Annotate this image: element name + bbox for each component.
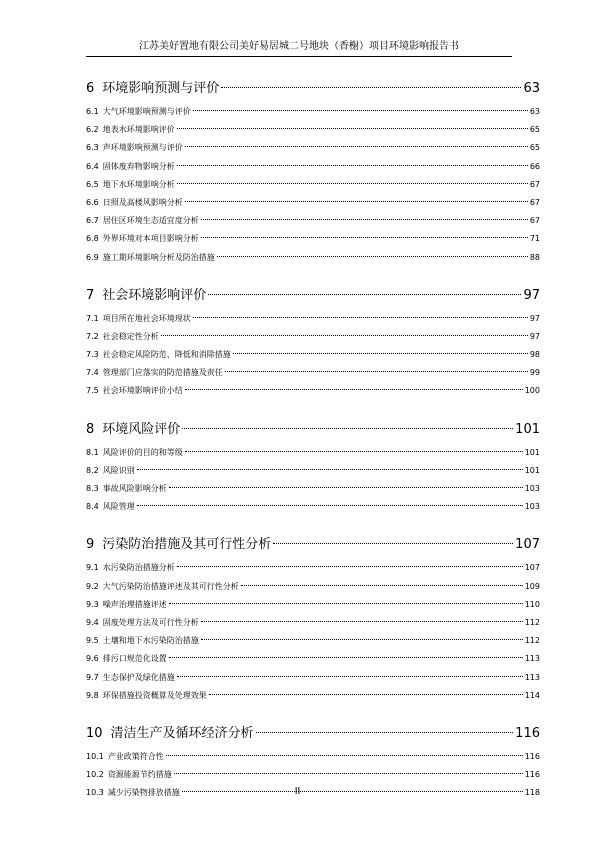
toc-section-entry-number: 7.1 [86,313,99,323]
toc-section-entry-number: 9.8 [86,690,99,700]
dot-leader [241,585,523,586]
toc-section-entry[interactable] [86,364,540,382]
dot-leader [221,87,521,88]
toc-section-entry-page: 116 [524,770,540,780]
toc-section-entry-title: 风险管理 [102,502,135,512]
toc-section-entry-number: 9.2 [86,581,99,591]
toc-chapter [86,78,540,267]
toc-section-entry-page: 114 [524,690,540,700]
toc-chapter-entry-title: 环境影响预测与评价 [102,81,220,96]
toc-section-entry-page: 113 [524,654,540,664]
toc-section-entry[interactable] [86,176,540,194]
toc-section-entry-title: 大气污染防治措施评述及其可行性分析 [102,581,239,591]
toc-section-entry-number: 6.9 [86,252,99,262]
dot-leader [174,773,523,774]
toc-chapter-entry-number: 7 [86,287,95,303]
toc-section-entry[interactable] [86,230,540,248]
page-number: II [294,786,301,797]
toc-section-entry-page: 113 [524,672,540,682]
toc-chapter-entry-page: 116 [515,725,540,741]
dot-leader [217,256,528,257]
toc-section-entry-title: 风险识别 [102,465,135,475]
toc-chapter-entry-page: 101 [515,421,540,437]
toc-section-entry-page: 65 [529,125,540,135]
toc-chapter-entry-title: 污染防治措施及其可行性分析 [102,537,272,553]
toc-section-entry-title: 社会稳定风险防范、降低和消除措施 [102,350,231,360]
toc-chapter-entry[interactable] [86,78,540,100]
toc-section-entry-number: 7.3 [86,350,99,360]
dot-leader [137,505,523,506]
dot-leader [201,621,523,622]
toc-chapter-entry-page: 97 [523,287,540,303]
toc-section-entry-page: 88 [529,252,540,262]
toc-section-entry-title: 施工期环境影响分析及防治措施 [102,252,215,262]
toc-section-entry-page: 103 [524,484,540,493]
toc-section-entry-number: 8.2 [86,465,99,475]
toc-section-entry[interactable] [86,249,540,267]
toc-section-entry-number: 9.1 [86,563,99,573]
toc-section-entry-number: 6.7 [86,216,99,226]
toc-chapter-entry-number: 8 [86,421,95,437]
toc-section-entry-title: 大气环境影响预测与评价 [102,107,191,116]
toc-section-entry[interactable] [86,578,540,596]
toc-chapter-entry[interactable] [86,285,540,307]
toc-chapter-entry-title: 清洁生产及循环经济分析 [110,725,254,741]
toc-chapter-entry-title: 社会环境影响评价 [102,287,207,303]
toc-section-entry-title: 社会环境影响评价小结 [102,386,183,396]
toc-section-entry-number: 6.6 [86,197,99,207]
toc-section-entry-title: 固体废弃物影响分析 [102,161,175,171]
toc-section-entry-page: 103 [524,502,540,512]
toc-chapter [86,534,540,705]
toc-section-entry-page: 110 [524,599,540,609]
dot-leader [137,469,523,470]
dot-leader [169,657,523,658]
toc-chapter-entry-title: 环境风险评价 [102,421,181,437]
toc-section-entry[interactable] [86,498,540,516]
toc-section-entry-title: 产业政策符合性 [107,751,164,761]
toc-section-entry-page: 65 [529,143,540,153]
toc-section-entry-number: 7.2 [86,331,99,341]
dot-leader [169,603,523,604]
toc-section-entry[interactable] [86,462,540,480]
toc-chapter-entry-page: 107 [515,537,540,553]
toc-section-entry-number: 9.3 [86,599,99,609]
toc-section-entry-page: 107 [524,563,540,573]
toc-section-entry[interactable] [86,614,540,632]
toc-section-entry[interactable] [86,650,540,668]
toc-section-entry-page: 112 [524,617,540,627]
toc-section-entry-title: 日照及高楼风影响分析 [102,197,183,207]
toc-section-entry-number: 6.8 [86,234,99,244]
toc-section-entry-page: 63 [529,107,540,116]
toc-section-entry-number: 9.4 [86,617,99,627]
toc-section-entry-number: 9.5 [86,636,99,646]
toc-chapter-entry-number: 6 [86,81,95,96]
dot-leader [166,755,523,756]
toc-section-entry-page: 97 [529,331,540,341]
dot-leader [177,183,528,184]
toc-section-entry-page: 99 [529,368,540,378]
toc-section-entry-number: 7.5 [86,386,99,396]
toc-section-entry-title: 土壤和地下水污染防治措施 [102,636,199,646]
toc-section-entry-page: 109 [524,581,540,591]
toc-section-entry[interactable] [86,444,540,462]
toc-section-entry-page: 101 [524,465,540,475]
toc-section-entry-page: 97 [529,313,540,323]
toc-section-entry-title: 固废处理方法及可行性分析 [102,617,199,627]
toc-section-entry-title: 减少污染物排放措施 [107,788,180,798]
toc-section-entry-number: 6.5 [86,179,99,189]
toc-section-entry-title: 地下水环境影响分析 [102,179,175,189]
toc-section-entry-number: 6.1 [86,107,99,116]
toc-section-entry-page: 67 [529,197,540,207]
toc-section-entry-page: 112 [524,636,540,646]
dot-leader [273,543,513,544]
dot-leader [201,639,523,640]
toc-section-entry-number: 9.7 [86,672,99,682]
toc-chapter-entry-page: 63 [523,81,540,96]
toc-section-entry[interactable] [86,194,540,212]
toc-section-entry-page: 118 [524,788,540,798]
toc-section-entry[interactable] [86,212,540,230]
dot-leader [177,128,528,129]
toc-section-entry-page: 98 [529,350,540,360]
toc-section-entry-title: 地表水环境影响评价 [102,125,175,135]
toc-section-entry-page: 67 [529,179,540,189]
toc-section-entry-title: 排污口规范化设置 [102,654,167,664]
toc-section-entry-page: 66 [529,161,540,171]
toc-section-entry-number: 9.6 [86,654,99,664]
toc-section-entry[interactable] [86,121,540,139]
toc-section-entry-title: 社会稳定性分析 [102,331,159,341]
dot-leader [193,317,528,318]
toc-section-entry-page: 116 [524,751,540,761]
toc-section-entry[interactable] [86,480,540,498]
toc-section-entry[interactable] [86,748,540,766]
dot-leader [209,694,523,695]
toc-section-entry-title: 资源能源节约措施 [107,770,172,780]
dot-leader [256,732,514,733]
toc-section-entry[interactable] [86,103,540,121]
toc-section-entry-number: 10.3 [86,788,104,798]
toc-section-entry[interactable] [86,382,540,400]
toc-chapter-entry[interactable] [86,534,540,556]
toc-chapter-entry-number: 9 [86,537,95,553]
toc-section-entry-title: 居住区环境生态适宜度分析 [102,216,199,226]
toc-section-entry-number: 6.4 [86,161,99,171]
toc-section-entry-number: 8.3 [86,484,99,493]
toc-section-entry-number: 8.1 [86,447,99,457]
toc-section-entry-title: 环保措施投资概算及处理效果 [102,690,207,700]
toc-section-entry-title: 事故风险影响分析 [102,484,167,493]
header-rule [86,56,512,57]
dot-leader [208,294,521,295]
dot-leader [201,237,528,238]
dot-leader [185,146,528,147]
dot-leader [225,371,528,372]
toc-section-entry-title: 外界环境对本项目影响分析 [102,234,199,244]
toc-section-entry[interactable] [86,310,540,328]
toc-chapter [86,419,540,517]
toc-section-entry[interactable] [86,346,540,364]
toc-section-entry-number: 10.2 [86,770,104,780]
toc-section-entry[interactable] [86,687,540,705]
toc-section-entry-number: 6.3 [86,143,99,153]
toc-section-entry[interactable] [86,632,540,650]
toc-section-entry-title: 水污染防治措施分析 [102,563,175,573]
toc-section-entry-page: 71 [529,234,540,244]
toc-section-entry[interactable] [86,669,540,687]
dot-leader [193,110,528,111]
toc-section-entry-title: 项目所在地社会环境现状 [102,313,191,323]
toc-section-entry-title: 生态保护及绿化措施 [102,672,175,682]
toc-section-entry[interactable] [86,158,540,176]
dot-leader [185,389,523,390]
toc-chapter-entry-number: 10 [86,725,103,741]
dot-leader [177,566,523,567]
toc-section-entry-title: 声环境影响预测与评价 [102,143,183,153]
toc-chapter-entry[interactable] [86,723,540,745]
toc-section-entry-page: 101 [524,447,540,457]
toc-section-entry[interactable] [86,766,540,784]
toc-section-entry-title: 噪声治理措施评述 [102,599,167,609]
dot-leader [182,428,513,429]
toc-section-entry-number: 7.4 [86,368,99,378]
toc-section-entry-title: 管理部门应落实的防范措施及责任 [102,368,223,378]
table-of-contents [86,78,540,802]
toc-section-entry[interactable] [86,139,540,157]
toc-section-entry-title: 风险评价的目的和等级 [102,447,183,457]
dot-leader [161,335,528,336]
toc-section-entry[interactable] [86,596,540,614]
dot-leader [233,353,528,354]
toc-section-entry-page: 100 [524,386,540,396]
toc-section-entry-page: 67 [529,216,540,226]
toc-chapter [86,285,540,401]
dot-leader [177,165,528,166]
dot-leader [177,676,523,677]
toc-section-entry-number: 10.1 [86,751,104,761]
dot-leader [201,219,528,220]
toc-section-entry[interactable] [86,559,540,577]
page-header: 江苏美好置地有限公司美好易居城二号地块（香榭）项目环境影响报告书 [139,41,459,52]
dot-leader [185,201,528,202]
dot-leader [169,487,523,488]
toc-section-entry-number: 8.4 [86,502,99,512]
dot-leader [185,451,523,452]
toc-section-entry[interactable] [86,328,540,346]
toc-chapter-entry[interactable] [86,419,540,441]
toc-section-entry-number: 6.2 [86,125,99,135]
